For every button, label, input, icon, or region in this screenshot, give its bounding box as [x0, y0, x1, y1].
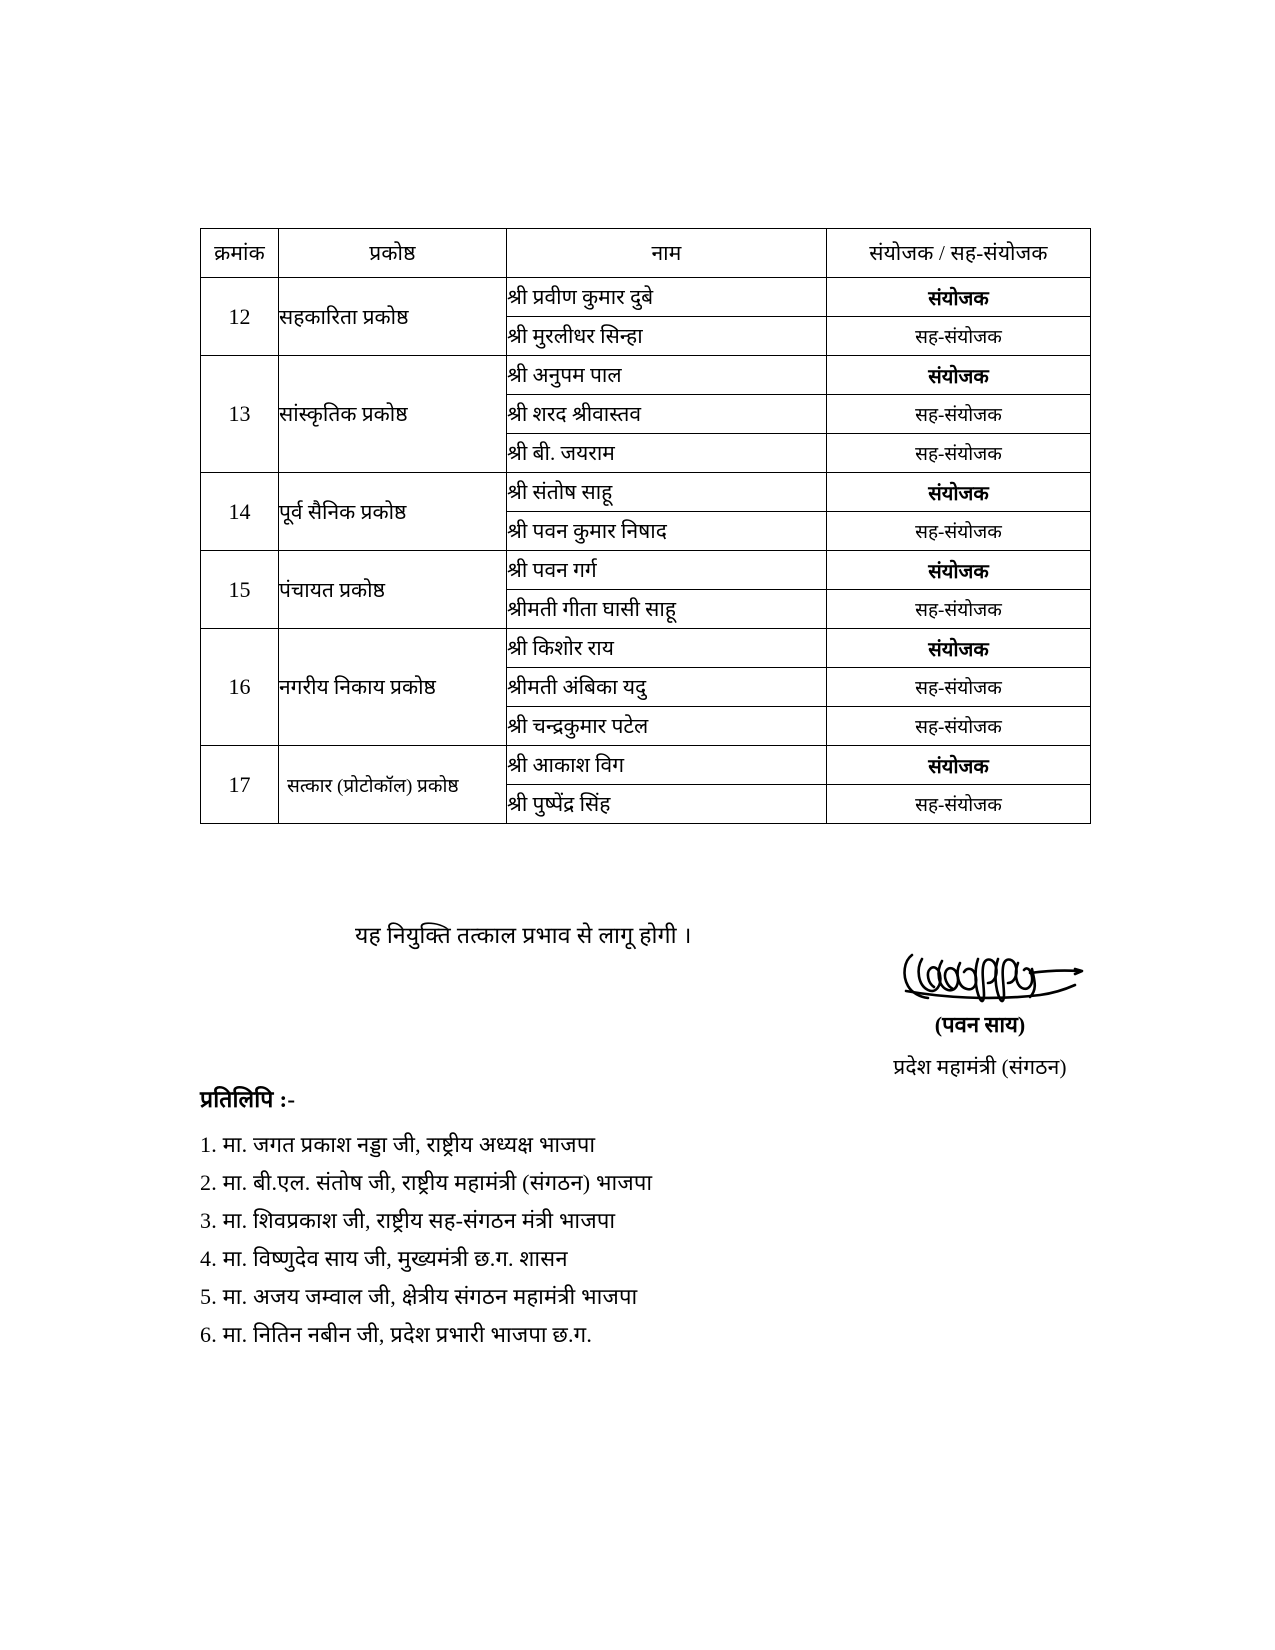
- cell-department-name: नगरीय निकाय प्रकोष्ठ: [279, 629, 507, 746]
- cell-role: सह-संयोजक: [827, 785, 1091, 824]
- cell-person-name: श्री पुष्पेंद्र सिंह: [507, 785, 827, 824]
- cell-department-name: सांस्कृतिक प्रकोष्ठ: [279, 356, 507, 473]
- table-row: [201, 551, 1091, 590]
- copy-to-list-item: 3. मा. शिवप्रकाश जी, राष्ट्रीय सह-संगठन मंत्री भाजपा: [200, 1208, 616, 1233]
- cell-person-name: श्री बी. जयराम: [507, 434, 827, 473]
- cell-appointments-table: [200, 228, 1090, 824]
- cell-person-name: श्री आकाश विग: [507, 746, 827, 785]
- signatory-designation: प्रदेश महामंत्री (संगठन): [893, 1055, 1067, 1079]
- cell-serial-number: 13: [201, 356, 279, 473]
- cell-role: सह-संयोजक: [827, 590, 1091, 629]
- table-row: [201, 278, 1091, 317]
- cell-role: संयोजक: [827, 473, 1091, 512]
- cell-role: संयोजक: [827, 746, 1091, 785]
- table-row: [201, 629, 1091, 668]
- table-body: [201, 278, 1091, 824]
- copy-to-list: [200, 1126, 1000, 1354]
- cell-serial-number: 16: [201, 629, 279, 746]
- table-row: [201, 473, 1091, 512]
- cell-role: सह-संयोजक: [827, 668, 1091, 707]
- column-header-role: संयोजक / सह-संयोजक: [827, 229, 1091, 278]
- cell-serial-number: 14: [201, 473, 279, 551]
- cell-role: संयोजक: [827, 551, 1091, 590]
- cell-person-name: श्री शरद श्रीवास्तव: [507, 395, 827, 434]
- column-header-name: नाम: [507, 229, 827, 278]
- handwritten-signature-icon: [870, 945, 1090, 1007]
- column-header-cell: प्रकोष्ठ: [279, 229, 507, 278]
- copy-to-title: प्रतिलिपि :-: [200, 1087, 296, 1112]
- cell-role: सह-संयोजक: [827, 317, 1091, 356]
- cell-person-name: श्री अनुपम पाल: [507, 356, 827, 395]
- cell-department-name: सहकारिता प्रकोष्ठ: [279, 278, 507, 356]
- cell-person-name: श्री किशोर राय: [507, 629, 827, 668]
- cell-person-name: श्री मुरलीधर सिन्हा: [507, 317, 827, 356]
- table-row: [201, 356, 1091, 395]
- cell-serial-number: 12: [201, 278, 279, 356]
- cell-role: सह-संयोजक: [827, 434, 1091, 473]
- appointments-table: [200, 228, 1091, 824]
- signature-block: [820, 945, 1140, 1081]
- table-row: [201, 746, 1091, 785]
- cell-person-name: श्री संतोष साहू: [507, 473, 827, 512]
- cell-role: संयोजक: [827, 629, 1091, 668]
- cell-person-name: श्रीमती गीता घासी साहू: [507, 590, 827, 629]
- cell-serial-number: 17: [201, 746, 279, 824]
- cell-department-name: पंचायत प्रकोष्ठ: [279, 551, 507, 629]
- copy-to-list-item: 5. मा. अजय जम्वाल जी, क्षेत्रीय संगठन महामंत्री भाजपा: [200, 1284, 638, 1309]
- cell-role: संयोजक: [827, 356, 1091, 395]
- copy-to-list-item: 1. मा. जगत प्रकाश नड्डा जी, राष्ट्रीय अध्यक्ष भाजपा: [200, 1132, 596, 1157]
- cell-person-name: श्री चन्द्रकुमार पटेल: [507, 707, 827, 746]
- table-header: [201, 229, 1091, 278]
- cell-person-name: श्रीमती अंबिका यदु: [507, 668, 827, 707]
- signatory-name: (पवन साय): [934, 1012, 1026, 1037]
- column-header-serial: क्रमांक: [201, 229, 279, 278]
- copy-to-list-item: 2. मा. बी.एल. संतोष जी, राष्ट्रीय महामंत्री (संगठन) भाजपा: [200, 1170, 653, 1195]
- cell-person-name: श्री पवन कुमार निषाद: [507, 512, 827, 551]
- effective-immediately-note: यह नियुक्ति तत्काल प्रभाव से लागू होगी ।: [355, 923, 692, 948]
- cell-role: संयोजक: [827, 278, 1091, 317]
- cell-person-name: श्री पवन गर्ग: [507, 551, 827, 590]
- cell-department-name: सत्कार (प्रोटोकॉल) प्रकोष्ठ: [279, 746, 507, 824]
- copy-to-list-item: 6. मा. नितिन नबीन जी, प्रदेश प्रभारी भाजपा छ.ग.: [200, 1322, 593, 1347]
- cell-department-name: पूर्व सैनिक प्रकोष्ठ: [279, 473, 507, 551]
- cell-serial-number: 15: [201, 551, 279, 629]
- copy-to-list-item: 4. मा. विष्णुदेव साय जी, मुख्यमंत्री छ.ग. शासन: [200, 1246, 568, 1271]
- copy-to-block: [200, 1082, 1000, 1354]
- table-header-row: [201, 229, 1091, 278]
- cell-role: सह-संयोजक: [827, 707, 1091, 746]
- cell-person-name: श्री प्रवीण कुमार दुबे: [507, 278, 827, 317]
- cell-role: सह-संयोजक: [827, 395, 1091, 434]
- cell-role: सह-संयोजक: [827, 512, 1091, 551]
